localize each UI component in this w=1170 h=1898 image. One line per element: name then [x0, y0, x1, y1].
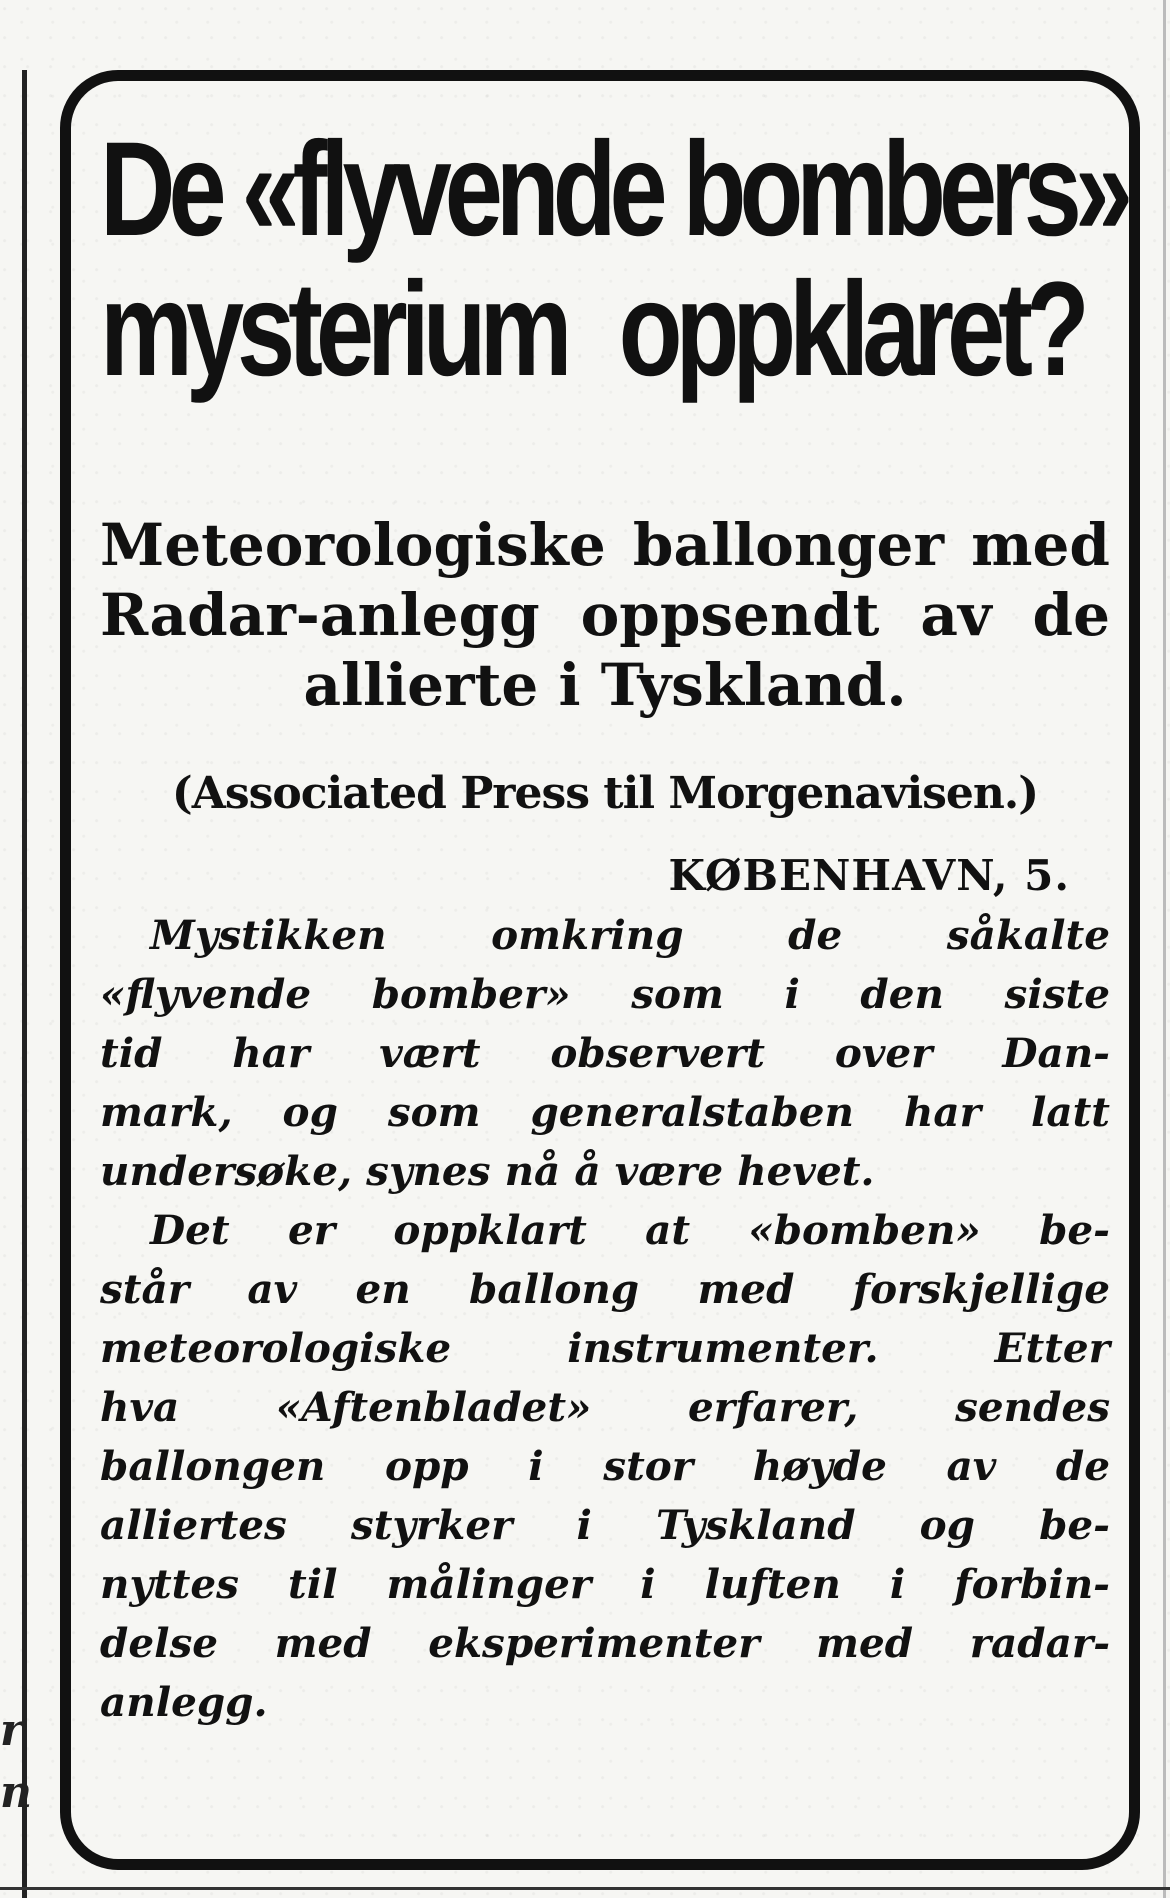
body-line: meteorologiske instrumenter. Etter [100, 1324, 1110, 1372]
column-rule-left [22, 70, 27, 1898]
column-rule-right [1163, 0, 1166, 1898]
subheadline [100, 510, 1110, 720]
body-line: alliertes styrker i Tyskland og be- [100, 1501, 1110, 1549]
body-line: anlegg. [100, 1678, 268, 1726]
headline-line-1: De «flyvende bombers» [100, 115, 1126, 264]
column-rule-bottom [0, 1887, 1170, 1890]
body-line: «flyvende bomber» som i den siste [100, 970, 1110, 1018]
news-source: (Associated Press til Morgenavisen.) [171, 768, 1039, 819]
body-line: Det er oppklart at «bomben» be- [150, 1206, 1110, 1254]
body-line: nyttes til målinger i luften i forbin- [100, 1560, 1110, 1608]
body-line: Mystikken omkring de såkalte [150, 911, 1110, 959]
dateline: KØBENHAVN, 5. [668, 851, 1070, 900]
headline-line-2: mysterium oppklaret? [100, 255, 1083, 404]
subheadline-line: Radar-anlegg oppsendt av de [100, 581, 1110, 649]
news-article [100, 115, 1126, 1732]
body-line: delse med eksperimenter med radar- [100, 1619, 1110, 1667]
body-line: undersøke, synes nå å være hevet. [100, 1147, 875, 1195]
body-line: står av en ballong med forskjellige [100, 1265, 1110, 1313]
margin-fragment: r [0, 1705, 24, 1756]
margin-fragment: n [0, 1767, 32, 1818]
body-line: tid har vært observert over Dan- [100, 1029, 1110, 1077]
body-line: ballongen opp i stor høyde av de [100, 1442, 1110, 1490]
body-line: hva «Aftenbladet» erfarer, sendes [100, 1383, 1110, 1431]
subheadline-line: allierte i Tyskland. [303, 651, 907, 719]
body-line: mark, og som generalstaben har latt [100, 1088, 1110, 1136]
adjacent-column-fragments [0, 1700, 32, 1824]
article-body [100, 906, 1110, 1732]
subheadline-line: Meteorologiske ballonger med [100, 511, 1110, 579]
